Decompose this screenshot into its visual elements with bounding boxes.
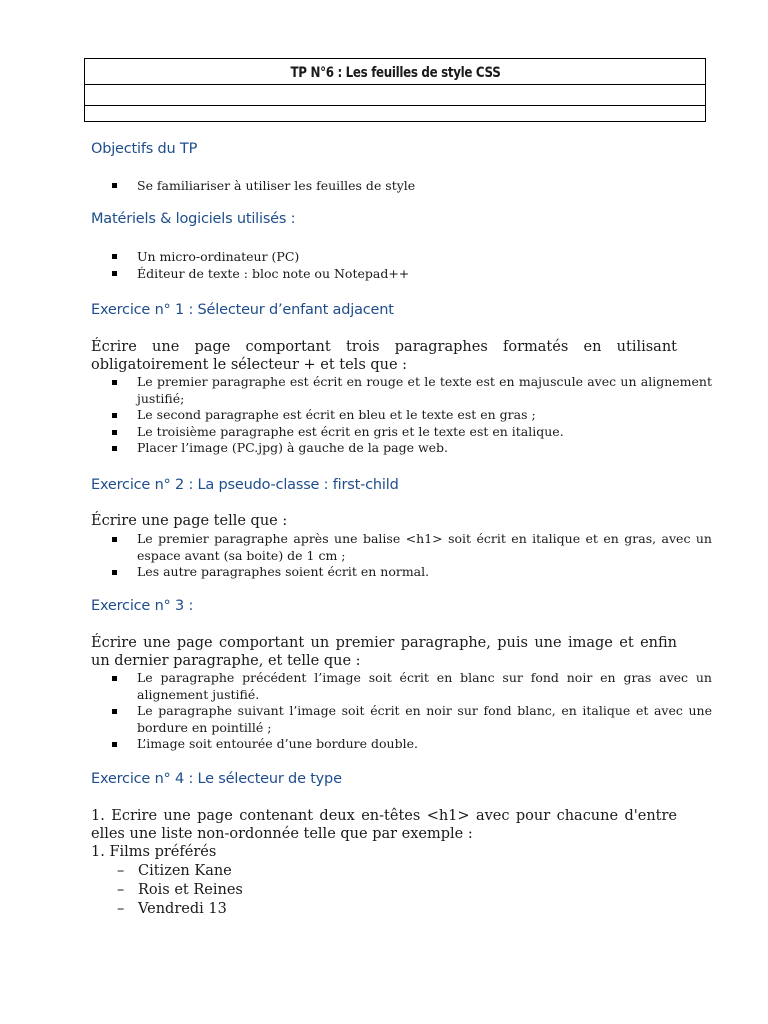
list-item: Se familiariser à utiliser les feuilles de style bbox=[112, 177, 712, 194]
list-exercice-1 bbox=[112, 374, 712, 457]
title-table bbox=[84, 58, 706, 122]
exercice-4-list-title: 1. Films préférés bbox=[91, 844, 217, 860]
heading-exercice-3: Exercice n° 3 : bbox=[91, 598, 194, 614]
list-item: – Citizen Kane bbox=[117, 862, 243, 881]
list-item: Un micro-ordinateur (PC) bbox=[112, 248, 712, 265]
list-item: Le paragraphe suivant l’image soit écrit en noir sur fond blanc, en italique et avec une bordure en pointillé ; bbox=[112, 703, 712, 736]
list-exercice-2 bbox=[112, 531, 712, 581]
list-objectifs bbox=[112, 177, 712, 194]
list-item: Le second paragraphe est écrit en bleu et le texte est en gras ; bbox=[112, 407, 712, 424]
blank-row-2 bbox=[85, 106, 706, 122]
heading-materiels: Matériels & logiciels utilisés : bbox=[91, 211, 296, 227]
document-title: TP N°6 : Les feuilles de style CSS bbox=[290, 65, 500, 81]
list-item: – Rois et Reines bbox=[117, 881, 243, 900]
blank-row-1 bbox=[85, 85, 706, 106]
list-exercice-4 bbox=[117, 862, 243, 919]
list-item: Placer l’image (PC.jpg) à gauche de la page web. bbox=[112, 440, 712, 457]
list-item: L’image soit entourée d’une bordure double. bbox=[112, 736, 712, 753]
list-materiels bbox=[112, 248, 712, 282]
list-exercice-3 bbox=[112, 670, 712, 753]
exercice-2-intro: Écrire une page telle que : bbox=[91, 513, 288, 529]
exercice-4-intro: 1. Ecrire une page contenant deux en-têtes <h1> avec pour chacune d'entre elles une liste non-ordonnée telle que par exemple : bbox=[91, 808, 677, 842]
list-item: Le troisième paragraphe est écrit en gris et le texte est en italique. bbox=[112, 424, 712, 441]
title-cell bbox=[85, 59, 706, 85]
list-item: Les autre paragraphes soient écrit en normal. bbox=[112, 564, 712, 581]
list-item: Le premier paragraphe est écrit en rouge et le texte est en majuscule avec un alignement justifié; bbox=[112, 374, 712, 407]
exercice-3-intro: Écrire une page comportant un premier paragraphe, puis une image et enfin un dernier paragraphe, et telle que : bbox=[91, 635, 677, 669]
heading-objectifs: Objectifs du TP bbox=[91, 141, 198, 157]
list-item: Le paragraphe précédent l’image soit écrit en blanc sur fond noir en gras avec un alignement justifié. bbox=[112, 670, 712, 703]
exercice-1-intro: Écrire une page comportant trois paragraphes formatés en utilisant obligatoirement le sélecteur + et tels que : bbox=[91, 339, 677, 373]
heading-exercice-2: Exercice n° 2 : La pseudo-classe : first-child bbox=[91, 477, 399, 493]
heading-exercice-1: Exercice n° 1 : Sélecteur d’enfant adjacent bbox=[91, 302, 394, 318]
list-item: Le premier paragraphe après une balise <h1> soit écrit en italique et en gras, avec un espace avant (sa boite) de 1 cm ; bbox=[112, 531, 712, 564]
list-item: – Vendredi 13 bbox=[117, 900, 243, 919]
heading-exercice-4: Exercice n° 4 : Le sélecteur de type bbox=[91, 771, 342, 787]
list-item: Éditeur de texte : bloc note ou Notepad++ bbox=[112, 265, 712, 282]
